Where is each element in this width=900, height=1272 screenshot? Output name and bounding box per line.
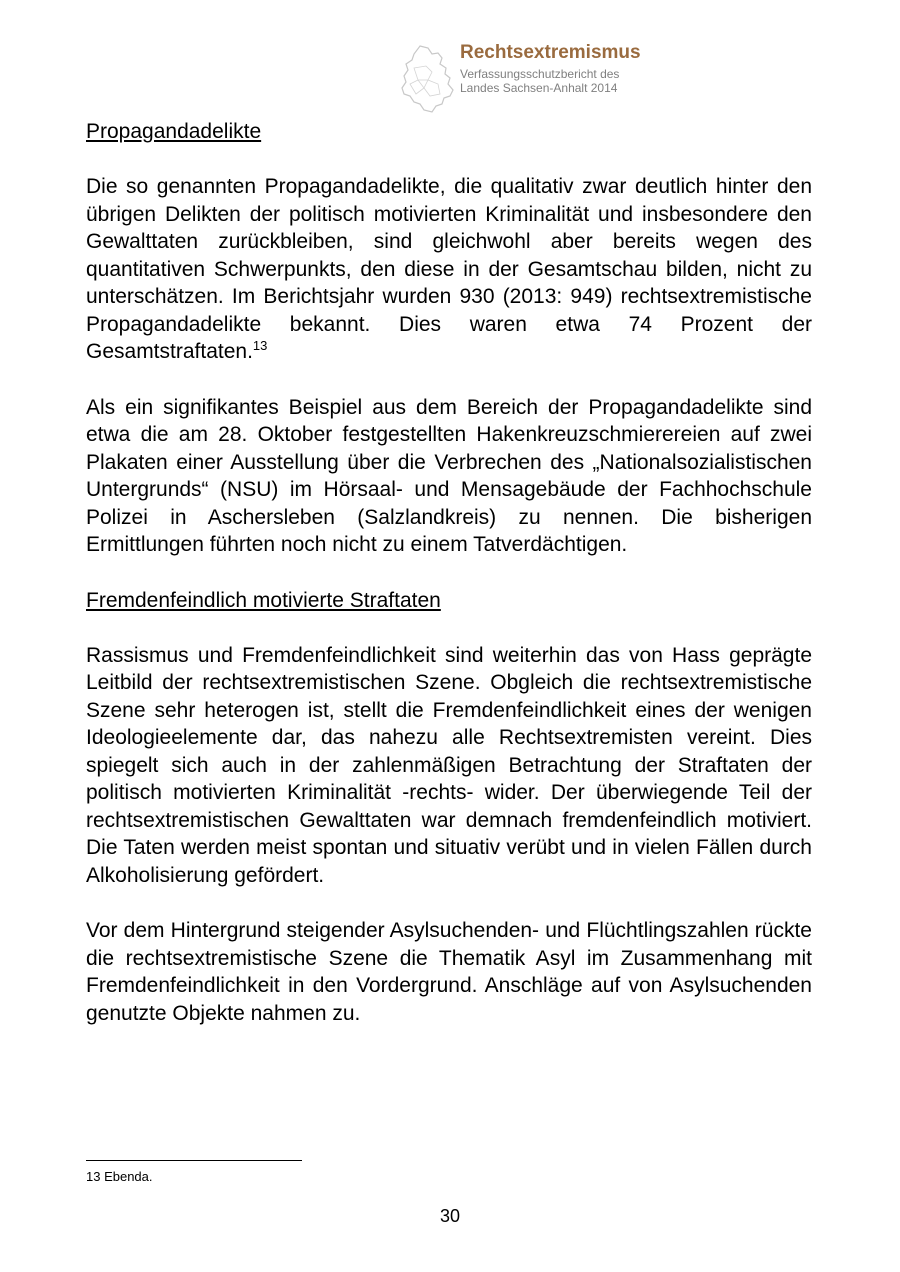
saxony-anhalt-map-icon [398,44,458,116]
footnote: 13 Ebenda. [86,1169,153,1184]
header-subtitle-line1: Verfassungsschutzbericht des [460,67,620,81]
page-number: 30 [439,1206,461,1226]
footnote-reference[interactable]: 13 [252,338,268,353]
paragraph: Vor dem Hintergrund steigender Asylsuchenden- und Flüchtlingszahlen rückte die rechtsextremistische Szene die Thematik Asyl im Zusammenhang mit Fremdenfeindlichkeit in den Vordergrund. Anschläge auf von Asylsuchenden genutzte Objekte nahmen zu. [86,919,812,1025]
header-subtitle-line2: Landes Sachsen-Anhalt 2014 [460,81,618,95]
main-content [86,118,812,1027]
section-heading-xenophobic: Fremdenfeindlich motivierte Straftaten [86,588,441,612]
page-header [398,40,718,120]
header-title: Rechtsextremismus [460,42,641,63]
paragraph [86,173,812,366]
footnote-divider [86,1160,302,1161]
paragraph: Rassismus und Fremdenfeindlichkeit sind weiterhin das von Hass geprägte Leitbild der rechtsextremistischen Szene. Obgleich die rechtsextremistische Szene sehr heterogen ist, stellt die Fremdenfeindlichkeit eines der wenigen Ideologieelemente dar, das nahezu alle Rechtsextremisten vereint. Dies spiegelt sich auch in der zahlenmäßigen Betrachtung der Straftaten der politisch motivierten Kriminalität -rechts- wider. Der überwiegende Teil der rechtsextremistischen Gewalttaten war demnach fremdenfeindlich motiviert. Die Taten werden meist spontan und situativ verübt und in vielen Fällen durch Alkoholisierung gefördert. [86,643,812,887]
section-heading-propaganda: Propagandadelikte [86,120,262,143]
paragraph-text: Die so genannten Propagandadelikte, die qualitativ zwar deutlich hinter den übrigen Delikten der politisch motivierten Kriminalität und insbesondere den Gewalttaten zurückbleiben, sind gleichwohl aber bereits wegen des quantitativen Schwerpunkts, den diese in der Gesamtschau bilden, nicht zu unterschätzen. Im Berichtsjahr wurden 930 (2013: 949) rechtsextremistische Propagandadelikte bekannt. Dies waren etwa 74 Prozent der Gesamtstraftaten. [86,175,812,363]
paragraph: Als ein signifikantes Beispiel aus dem Bereich der Propagandadelikte sind etwa die am 28. Oktober festgestellten Hakenkreuzschmierereien auf zwei Plakaten einer Ausstellung über die Verbrechen des „Nationalsozialistischen Untergrunds“ (NSU) im Hörsaal- und Mensagebäude der Fachhochschule Polizei in Aschersleben (Salzlandkreis) zu nennen. Die bisherigen Ermittlungen führten noch nicht zu einem Tatverdächtigen. [86,395,812,556]
